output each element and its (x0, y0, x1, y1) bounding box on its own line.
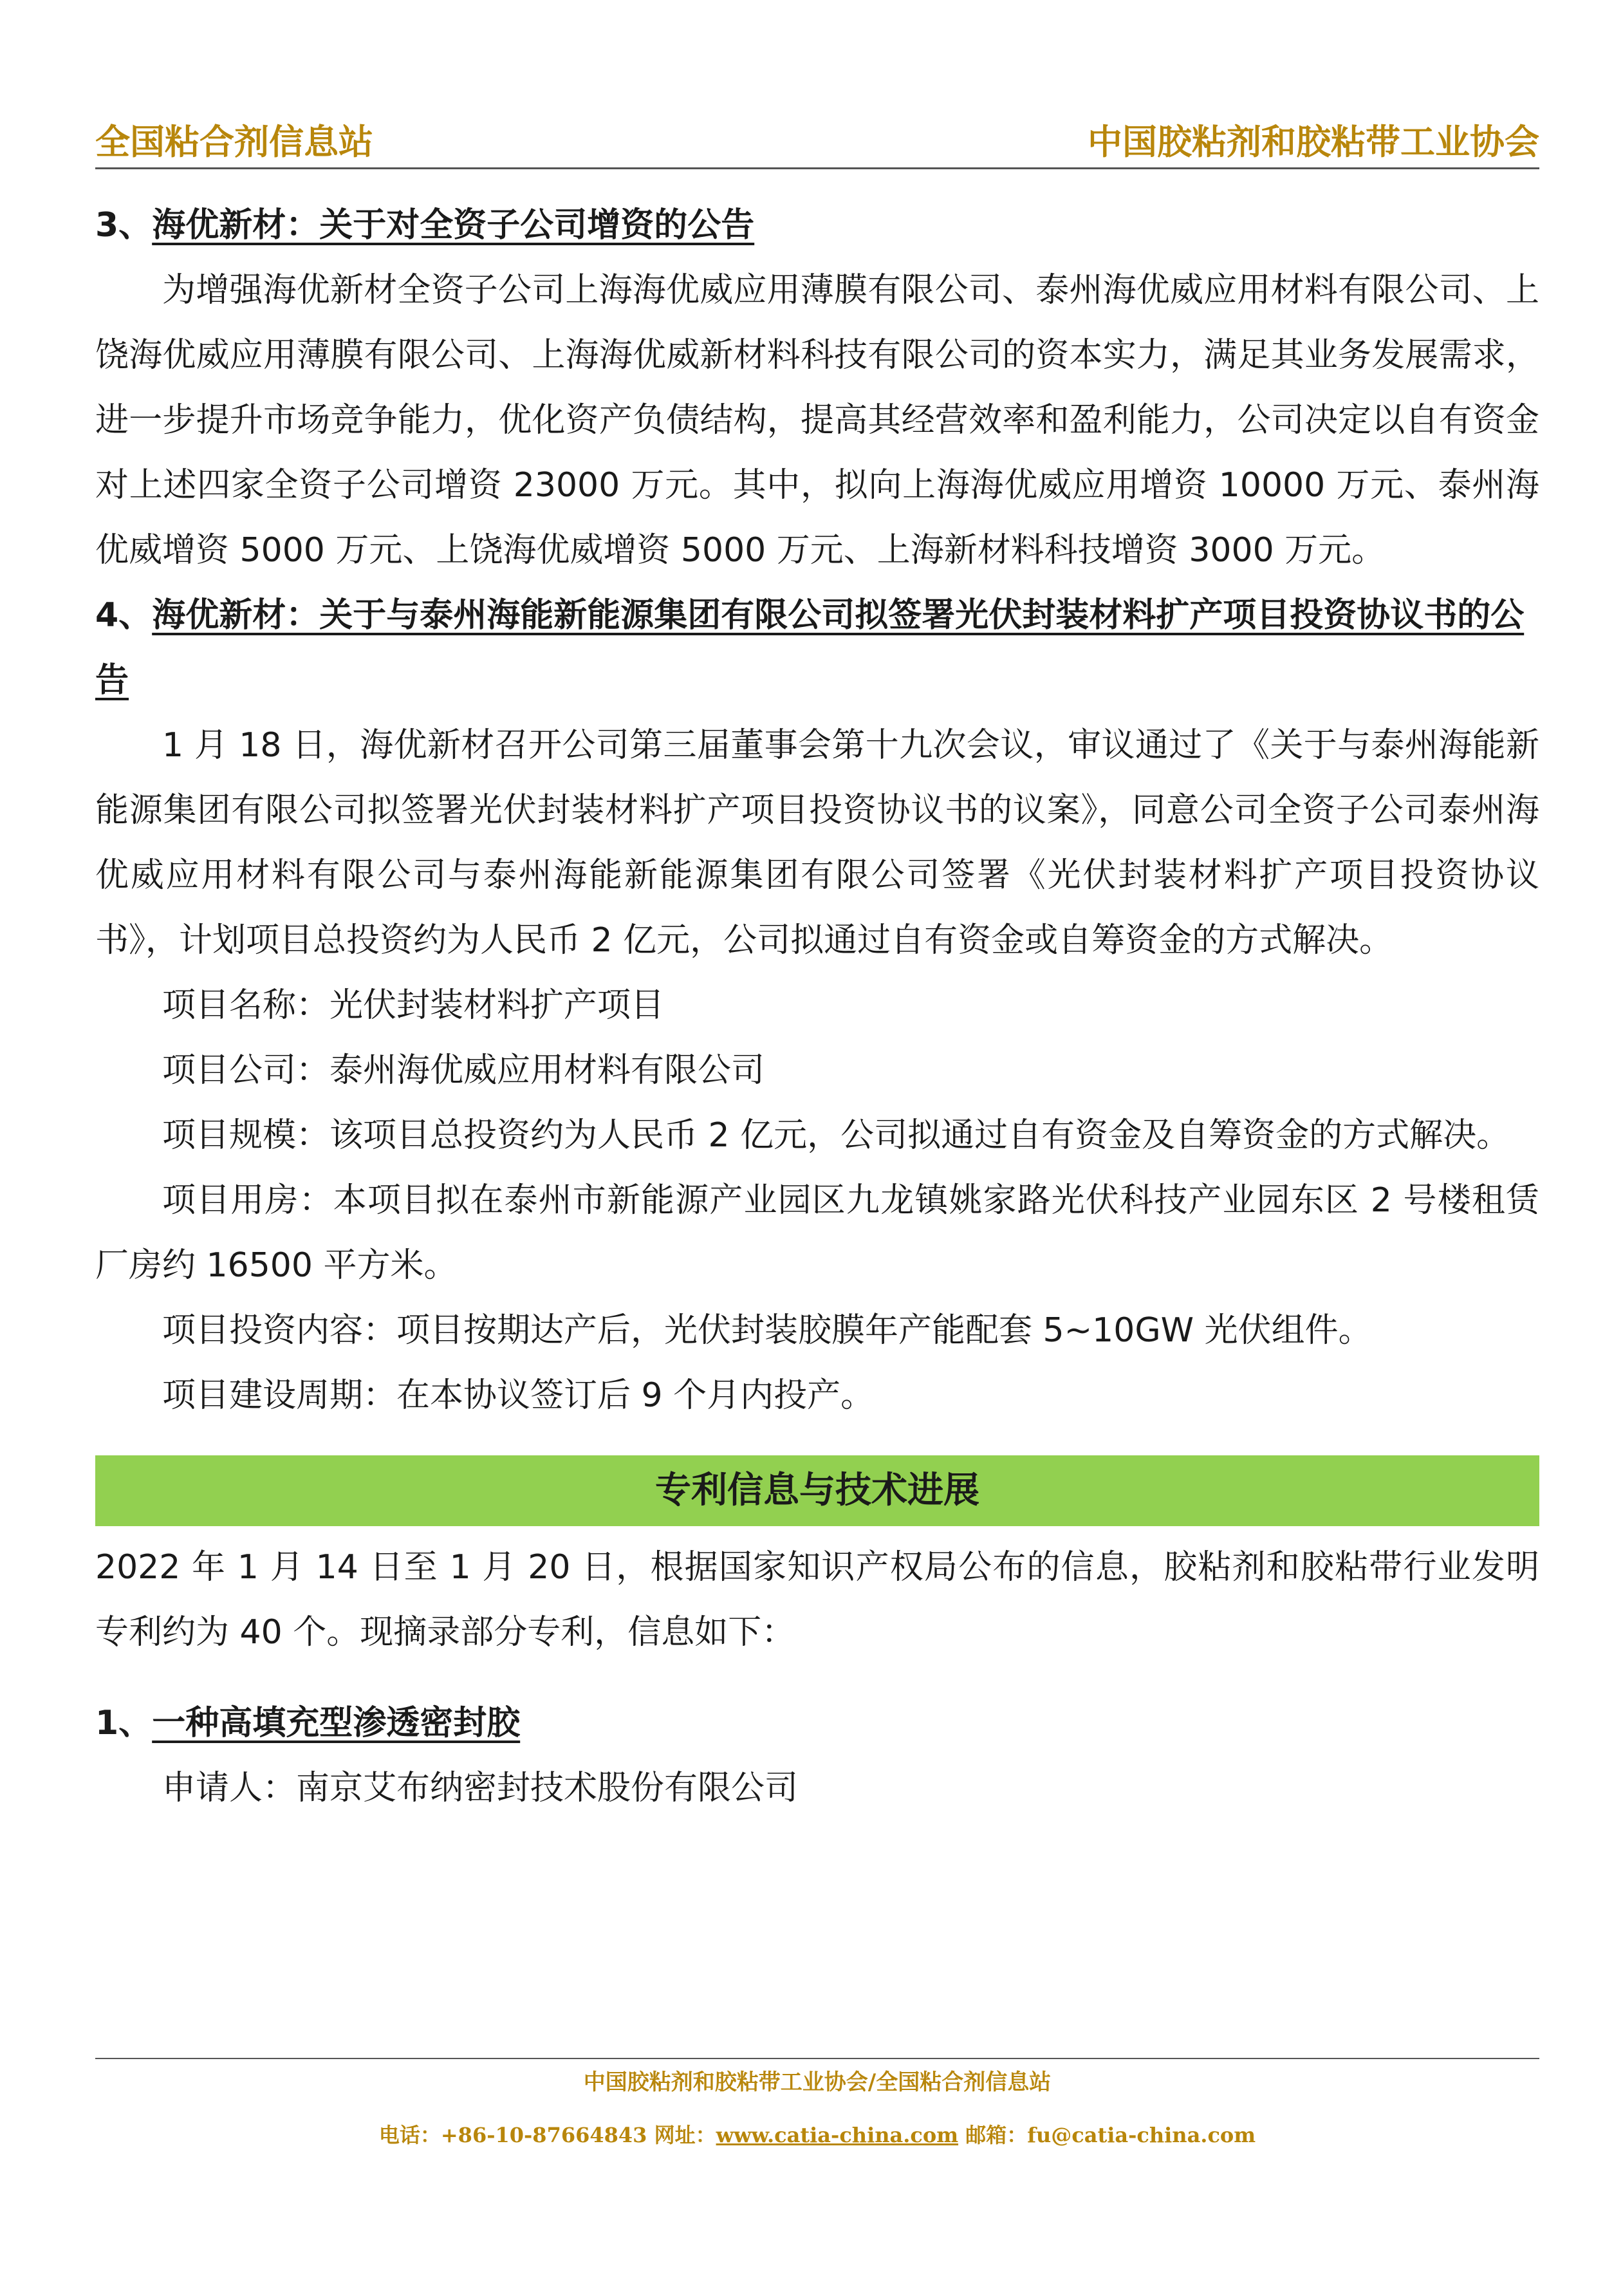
patent-1-title: 一种高填充型渗透密封胶 (152, 1704, 521, 1742)
patent-1-heading (95, 1691, 1539, 1756)
footer-phone: 电话：+86-10-87664843 网址： (378, 2123, 716, 2147)
patent-1-applicant: 申请人：南京艾布纳密封技术股份有限公司 (162, 1769, 799, 1807)
footer-email: 邮箱：fu@catia-china.com (958, 2123, 1256, 2147)
project-item: 项目建设周期：在本协议签订后 9 个月内投产。 (162, 1376, 875, 1415)
project-item: 项目规模：该项目总投资约为人民币 2 亿元，公司拟通过自有资金及自筹资金的方式解决。 (162, 1116, 1510, 1155)
footer-website-link[interactable]: www.catia-china.com (716, 2123, 959, 2147)
section-3-number: 3、 (95, 206, 153, 245)
section-4-paragraph: 1 月 18 日，海优新材召开公司第三届董事会第十九次会议，审议通过了《关于与泰州海能新能源集团有限公司拟签署光伏封装材料扩产项目投资协议书的议案》，同意公司全资子公司泰州海优威应用材料有限公司与泰州海能新能源集团有限公司签署《光伏封装材料扩产项目投资协议书》，计划项目总投资约为人民币 2 亿元，公司拟通过自有资金或自筹资金的方式解决。 (95, 726, 1539, 960)
section-banner: 专利信息与技术进展 (95, 1455, 1539, 1526)
page-content (95, 193, 1539, 1821)
spacer (95, 1665, 1539, 1691)
patent-intro: 2022 年 1 月 14 日至 1 月 20 日，根据国家知识产权局公布的信息，胶粘剂和胶粘带行业发明专利约为 40 个。现摘录部分专利，信息如下： (95, 1548, 1539, 1652)
section-3-paragraph: 为增强海优新材全资子公司上海海优威应用薄膜有限公司、泰州海优威应用材料有限公司、上饶海优威应用薄膜有限公司、上海海优威新材料科技有限公司的资本实力，满足其业务发展需求，进一步提升市场竞争能力，优化资产负债结构，提高其经营效率和盈利能力，公司决定以自有资金对上述四家全资子公司增资 23000 万元。其中，拟向上海海优威应用增资 10000 万元、泰州海优威增资 5000 万元、上饶海优威增资 5000 万元、上海新材料科技增资 3000 万元。 (95, 271, 1539, 570)
page-header (95, 117, 1539, 169)
project-item: 项目名称：光伏封装材料扩产项目 (162, 986, 665, 1025)
section-4-number: 4、 (95, 596, 153, 635)
project-item: 项目投资内容：项目按期达产后，光伏封装胶膜年产能配套 5~10GW 光伏组件。 (162, 1311, 1372, 1350)
footer-contact (95, 2116, 1539, 2154)
footer-organization: 中国胶粘剂和胶粘带工业协会/全国粘合剂信息站 (583, 2069, 1052, 2095)
project-item: 项目用房：本项目拟在泰州市新能源产业园区九龙镇姚家路光伏科技产业园东区 2 号楼租赁厂房约 16500 平方米。 (95, 1181, 1539, 1285)
section-4-title: 海优新材：关于与泰州海能新能源集团有限公司拟签署光伏封装材料扩产项目投资协议书的公告 (95, 596, 1525, 700)
patent-1-number: 1、 (95, 1704, 153, 1742)
page-footer (95, 2058, 1539, 2154)
header-right-title: 中国胶粘剂和胶粘带工业协会 (1088, 121, 1539, 162)
section-3-heading (95, 193, 1539, 258)
header-left-title: 全国粘合剂信息站 (95, 121, 373, 162)
section-4-heading (95, 583, 1539, 713)
section-3-title: 海优新材：关于对全资子公司增资的公告 (152, 206, 755, 245)
project-item: 项目公司：泰州海优威应用材料有限公司 (162, 1051, 765, 1090)
